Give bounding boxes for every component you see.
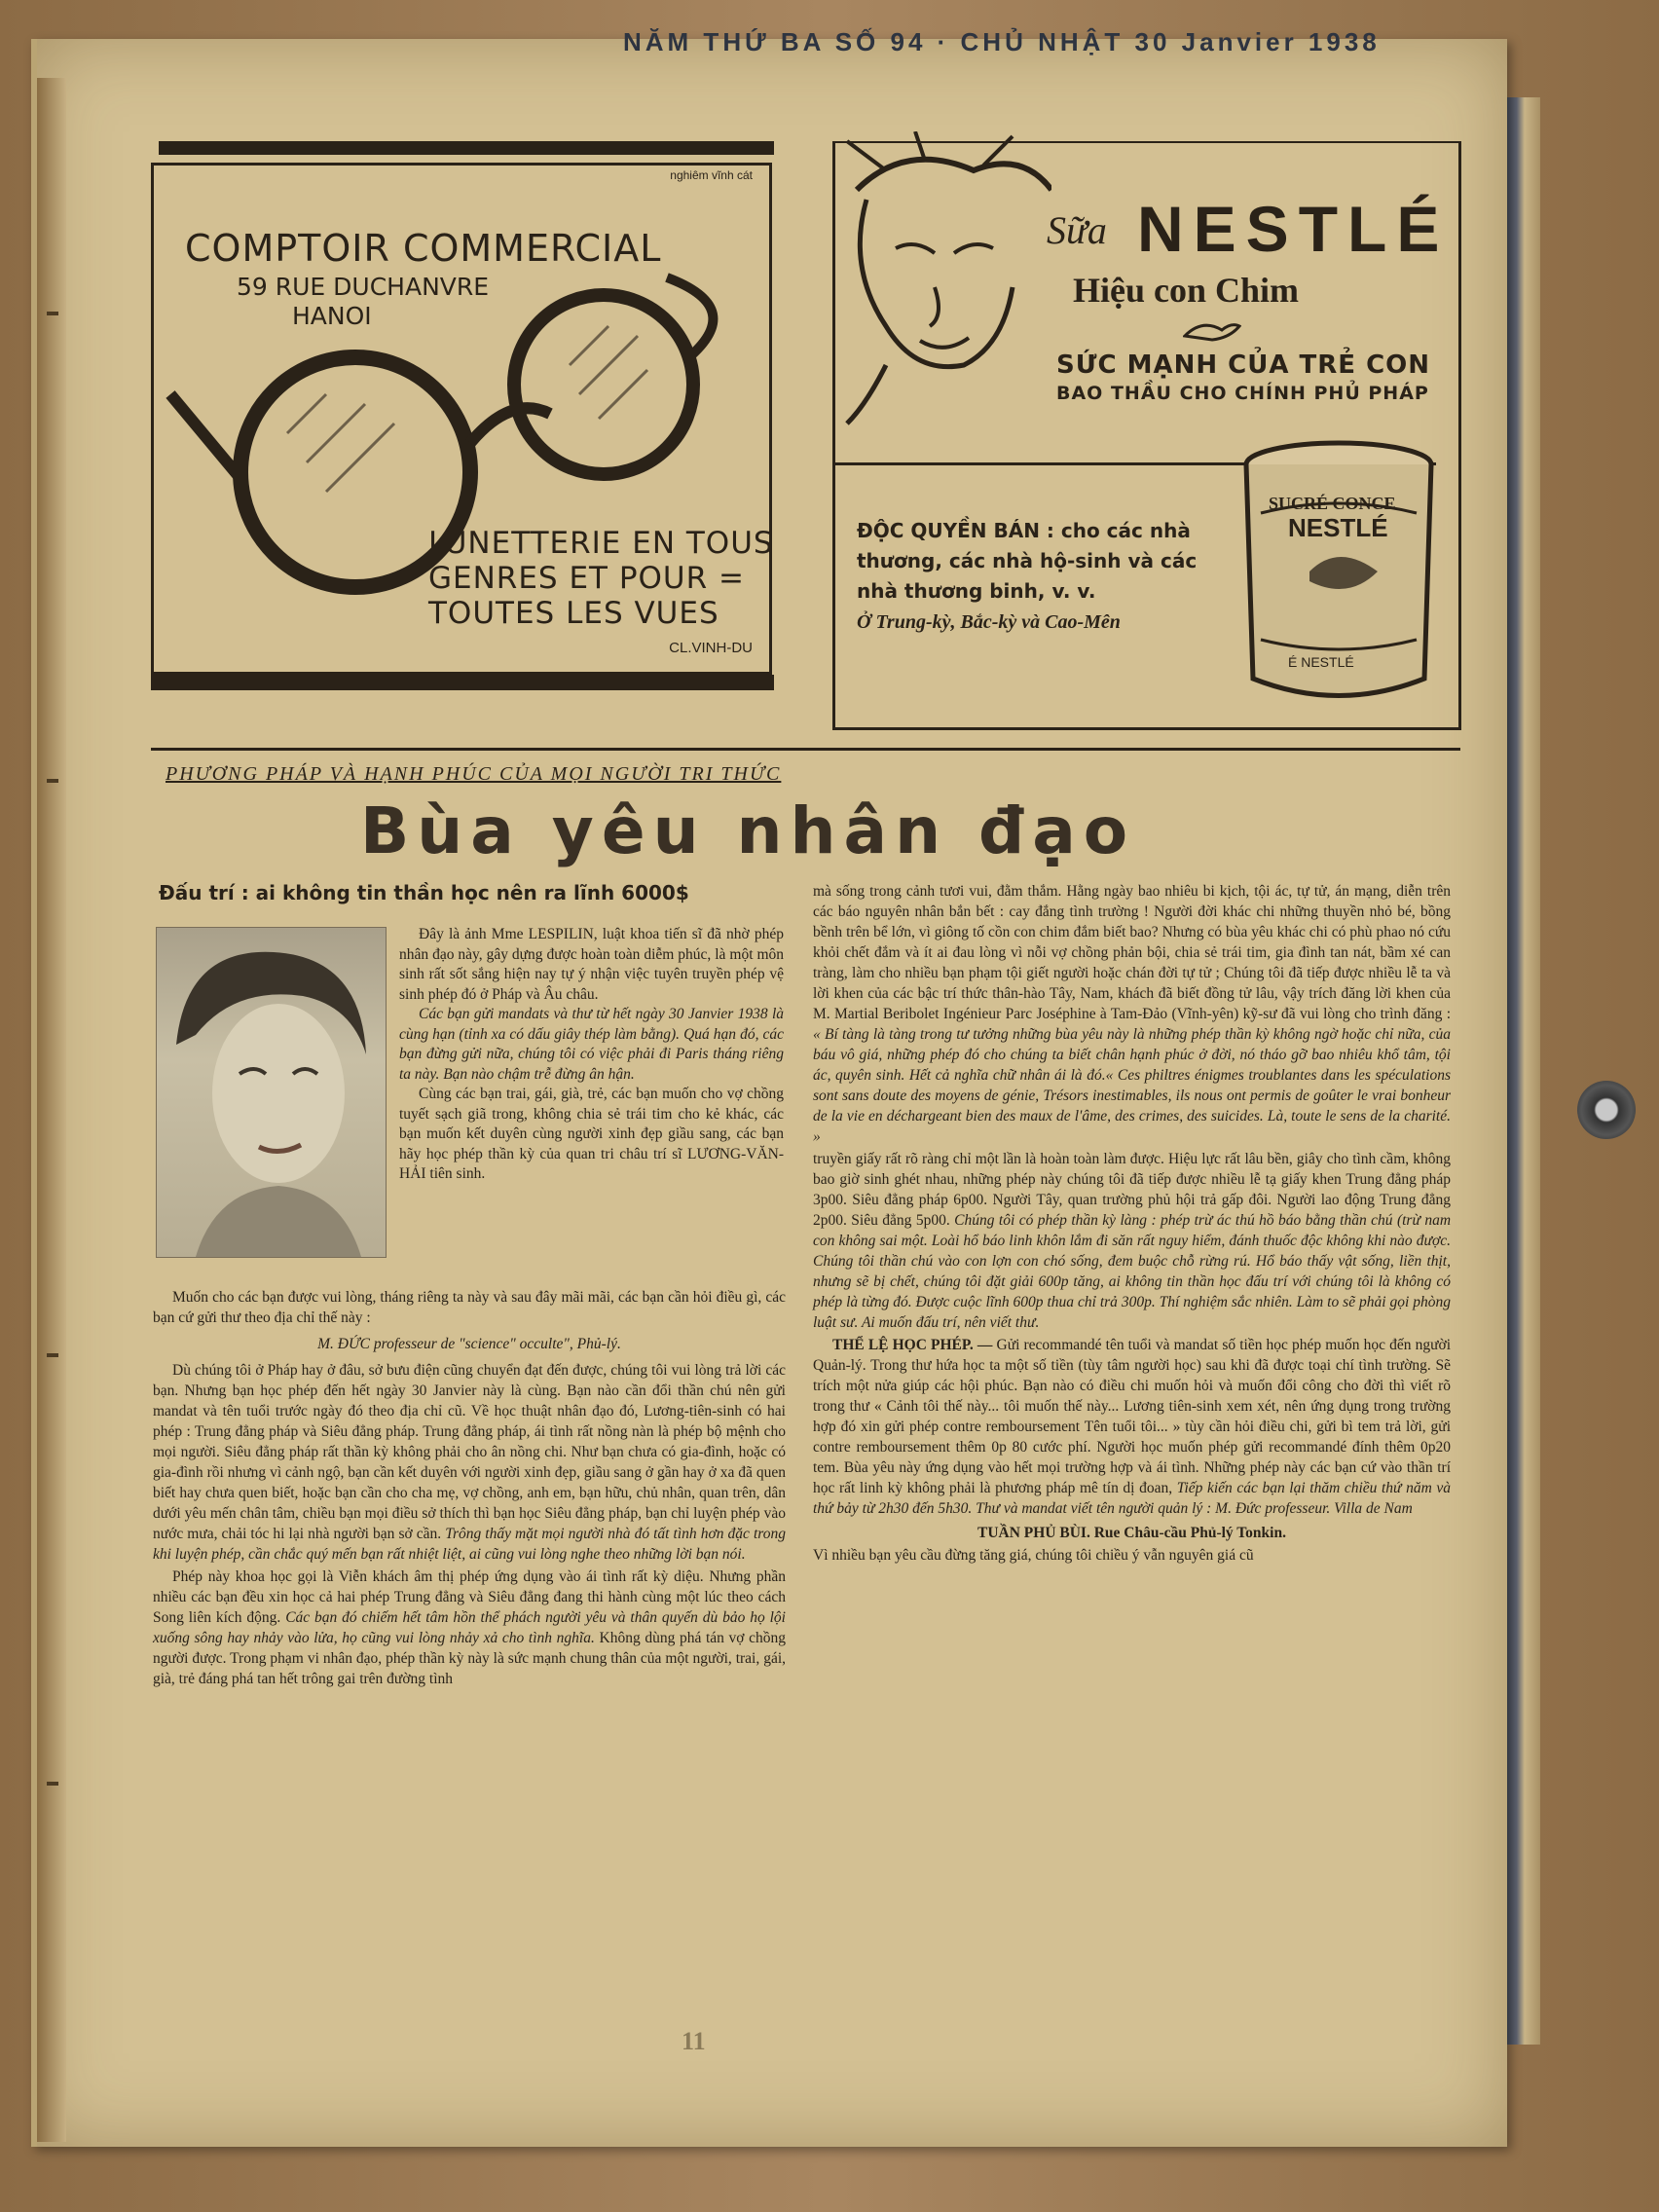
slogan-line: LUNETTERIE EN TOUS — [428, 526, 774, 561]
book-spine — [1501, 97, 1540, 2045]
article-signature: TUẦN PHỦ BÙI. Rue Châu-cầu Phủ-lý Tonkin. — [977, 1525, 1286, 1541]
paragraph-text: Gửi recommandé tên tuổi và mandat số tiền học phép muốn học đến người Quản-lý. Trong thư hứa học ta một số tiền (tùy tâm người học) sau khi đã được toại chí tình trường. Sẽ trích một nửa giúp các hội phúc. Bạn nào có điều chi muốn hỏi và muốn đổi công cho đời thì viết rõ trong thư « Cảnh tôi thế này... tôi muốn thế này... Lương tiên-sinh xem xét, nên ứng dụng trong trường hợp đó xin gửi phép contre remboursement Tên tuổi tôi... » tùy cần hỏi điều chi, gửi bì tem trả lời, gửi contre remboursement thêm 0p 80 cước phí. Người học muốn phép gửi recommandé đính thêm 0p20 tem. Bùa yêu này ứng dụng vào hết mọi trường hợp và ái tình. Những phép này các bạn cứ vào thần trí học rất linh kỳ không phải là phương pháp mê tín dị đoan, — [813, 1337, 1452, 1496]
article-rule — [151, 748, 1460, 751]
binding-stitch — [47, 779, 58, 783]
rules-title: THỂ LỆ HỌC PHÉP. — — [832, 1337, 993, 1353]
comptoir-commercial-ad — [151, 141, 774, 696]
page-number: 11 — [682, 2027, 706, 2055]
binder-knob — [1577, 1081, 1636, 1139]
distribution-places: Ở Trung-kỳ, Bắc-kỳ và Cao-Mên — [857, 611, 1121, 633]
paragraph-italic: « Bí tàng là tàng trong tư tưởng những bùa yêu này là những phép thần kỳ không ngờ hoặc chỉ nữa, của báu vô giá, những phép đó cho chúng ta biết chân hạnh phúc ở đời, nó tháo gỡ bao nhiêu khổ tâm, tội ác, quyên sinh. Hết cả nghĩa chữ nhân ái là đó.« Ces philtres énigmes troublantes dans les spéculations sont sans doute des moyens de génie, Trésors inestimables, ils nous ont permis de goûter le vrai bonheur de la vie en déchargeant bien des maux de l'âme, des crimes, des suicides. Là, toute le sens de la charité. » — [813, 1026, 1451, 1145]
paragraph-text: truyền giấy rất rõ ràng chỉ một lần là hoàn toàn làm được. Hiệu lực rất lâu bền, giây cho tình cầm, không bao giờ sinh ghét nhau, những phép này chúng tôi đã tiếp được nhiều lễ tạ giấy khen Trung đẳng pháp 3p00. Siêu đẳng pháp 6p00. Người Tây, quan trường phủ hội trả gấp đôi. Người lao động Trung đẳng 2p00. Siêu đẳng 5p00. — [813, 1151, 1451, 1229]
child-portrait-illustration — [828, 131, 1051, 433]
paragraph-text: mà sống trong cảnh tươi vui, đằm thắm. Hằng ngày bao nhiêu bi kịch, tội ác, tự tử, án mạng, diễn trên các báo nguyên nhân bắn bết : cay đắng tình trường ! Người đời khác chi những thuyền nhỏ bé, bồng bềnh trên bể lớn, vì giông tố cồn con chim đắm biết bao? Nhưng có bùa yêu khác chi có phù phao nó cứu khỏi chết đắm và ít ai đau lòng vì nỗi vợ chồng phản bội, chia sẻ trái tim, gia đình tan nát, bầm xé can tràng, làm cho nhiều bạn phạm tội giết người hoặc chán đời tự tử ; Chúng tôi đã tiếp được nhiều lễ ta và lời khen của các bậc trí thức thân-hào Tây, Nam, khách đã biết đồng tử lâu, vậy trích đăng lời khen của M. Martial Beribolet Ingénieur Parc Joséphine à Tam-Đảo (Vĩnh-yên) kỹ-sư đã vui lòng cho trình đăng : — [813, 883, 1451, 1022]
bird-logo-icon — [1183, 316, 1241, 352]
intro-paragraph: Đây là ảnh Mme LESPILIN, luật khoa tiến sĩ đã nhờ phép nhân đạo này, gây dựng được hoàn toàn diễm phúc, là một môn sinh rất sốt sắng hiện nay tự ý nhận việc tuyên truyền phép vệ sinh phép đó ở Pháp và Âu châu. — [399, 926, 784, 1003]
paragraph-text: Không dùng phá tán vợ chồng người được. Trong phạm vi nhân đạo, phép thần kỳ này là sức mạnh chung thân của một người, trai, gái, già, trẻ đáng phá tan hết trông gai trên đường tình — [153, 1630, 786, 1687]
article-column-right — [813, 881, 1451, 1567]
intro-paragraph: Cùng các bạn trai, gái, già, trẻ, các bạn muốn cho vợ chồng tuyết sạch giã trong, không chia sẻ trái tim cho kẻ khác, các bạn muốn kết duyên cùng người xinh đẹp giầu sang, các bạn hãy học phép thần kỳ của quan tri châu trí sĩ LƯƠNG-VĂN-HẢI tiên sinh. — [399, 1086, 784, 1182]
paragraph-italic: Tiếp kiến các bạn lại thăm chiều thứ năm và thứ bảy từ 2h30 đến 5h30. Thư và mandat viết tên người quản lý : M. Đức professeur. Villa de Nam — [813, 1480, 1451, 1517]
intro-text — [399, 925, 784, 1185]
contact-address: M. ĐỨC professeur de "science" occulte", Phủ-lý. — [317, 1336, 621, 1352]
article-paragraph — [813, 881, 1451, 1147]
nestle-ad — [828, 131, 1460, 725]
ad-rule — [159, 141, 774, 155]
slogan-line: GENRES ET POUR = — [428, 561, 745, 596]
ad-slogan — [428, 526, 774, 631]
paragraph-text: Dù chúng tôi ở Pháp hay ở đâu, sở bưu điện cũng chuyển đạt đến được, chúng tôi vui lòng trả lời các bạn. Nhưng bạn học phép đến hết ngày 30 Janvier này là cùng. Bạn nào cần đổi thần chú nên gửi mandat và tên tuổi trước ngày đó theo địa chỉ cũ. Về học thuật nhân đạo đó, Lương-tiên-sinh có hai phép : Trung đẳng pháp và Siêu đẳng pháp. Trung đẳng pháp, ái tình rất nồng nàn là phép bộ mệnh cho mọi người. Siêu đẳng pháp rất thần kỳ không phải cho ân nồng chi. Như bạn chưa có gia-đình, hoặc có gia-đình rồi nhưng vì cảnh ngộ, bạn cần kết duyên với người xinh đẹp, giầu sang ở gần hay ở xa đã quen biết hay chưa quen biết, hoặc bạn cần cho cha mẹ, vợ chồng, anh em, bạn hữu, chủ nhân, quan trên, dân dưới yêu mến chân tâm, chiều bạn mọi điều sở thích thì bạn học Siêu đẳng pháp, bạn chỉ luyện phép vào nước mưa, chải tóc hi lại nhà người bạn sở cần. — [153, 1362, 786, 1542]
distribution-text: ĐỘC QUYỀN BÁN : cho các nhà thương, các nhà hộ-sinh và các nhà thương binh, v. v. — [857, 519, 1198, 603]
article-paragraph — [153, 1360, 786, 1565]
nestle-brand: NESTLÉ — [1137, 193, 1450, 265]
article-paragraph — [813, 1335, 1451, 1519]
portrait-photo — [156, 927, 387, 1258]
intro-paragraph: Các bạn gửi mandats và thư từ hết ngày 30 Janvier 1938 là cùng hạn (tỉnh xa có dấu giây thép làm bằng). Quá hạn đó, các bạn đừng gửi nữa, chúng tôi có việc phải đi Paris tháng riêng ta này. Bạn nào chậm trễ đừng ân hận. — [399, 1006, 784, 1083]
binding-stitch — [47, 1782, 58, 1786]
nestle-tagline-sub: BAO THẦU CHO CHÍNH PHỦ PHÁP — [1056, 383, 1429, 404]
page-header: NĂM THỨ BA SỐ 94 · CHỦ NHẬT 30 Janvier 1938 — [623, 27, 1381, 56]
article-headline: Bùa yêu nhân đạo — [360, 793, 1136, 868]
page-binding — [37, 78, 66, 2142]
nestle-subtitle: Hiệu con Chim — [1073, 271, 1300, 310]
article-column-left — [153, 1287, 786, 1691]
ad-city: HANOI — [292, 302, 372, 330]
can-label: É NESTLÉ — [1288, 654, 1354, 670]
can-label: NESTLÉ — [1288, 513, 1388, 542]
ad-signature: CL.VINH-DU — [669, 640, 753, 656]
closing-note: Vì nhiều bạn yêu cầu đừng tăng giá, chúng tôi chiều ý vẫn nguyên giá cũ — [813, 1547, 1254, 1564]
paragraph-italic: Các bạn đó chiếm hết tâm hồn thể phách người yêu và thân quyến dù bảo họ lội xuống sông hay nhảy vào lửa, họ cũng vui lòng nhảy xả cho tình nghĩa. — [153, 1609, 786, 1646]
paragraph-italic: Trông thấy mặt mọi người nhà đó tất tình hơn đặc trong khi luyện phép, cần chắc quý mến bạn rất nhiệt liệt, ai cũng vui lòng nghe theo những lời bạn nói. — [153, 1526, 787, 1563]
ad-company-name: COMPTOIR COMMERCIAL — [185, 227, 662, 270]
article-kicker: PHƯƠNG PHÁP VÀ HẠNH PHÚC CỦA MỌI NGƯỜI TRI THỨC — [166, 763, 782, 785]
nestle-sua: Sữa — [1047, 208, 1107, 252]
article-paragraph — [813, 1149, 1451, 1333]
paragraph-text: Phép này khoa học gọi là Viễn khách âm thị phép ứng dụng vào ái tình rất kỳ diệu. Nhưng phần nhiều các bạn đều xin học cả hai phép Trung đẳng và Siêu đẳng đang thi hành cùng một lúc theo cách Song liên kích động. — [153, 1568, 786, 1626]
article-paragraph: Muốn cho các bạn được vui lòng, tháng riêng ta này và sau đây mãi mãi, các bạn cần hỏi điều gì, các bạn cứ gửi thư theo địa chỉ thế này : — [153, 1289, 786, 1326]
article-paragraph — [153, 1567, 786, 1689]
ad-rule — [151, 675, 774, 690]
binding-stitch — [47, 312, 58, 315]
ad-artist-credit: nghiêm vĩnh cát — [670, 168, 753, 182]
woman-portrait-image — [157, 928, 386, 1257]
binding-stitch — [47, 1353, 58, 1357]
nestle-tagline: SỨC MẠNH CỦA TRẺ CON — [1056, 350, 1431, 380]
ad-street: 59 RUE DUCHANVRE — [237, 273, 490, 301]
paragraph-italic: Chúng tôi có phép thần kỳ làng : phép trừ ác thú hồ báo bằng thần chú (trừ nam con không sai một. Loài hổ báo linh khôn lắm đi săn rất nguy hiểm, đánh thuốc độc không khi nào được. Chúng tôi thần chú vào con lợn con chó sống, đem buộc chỗ rừng rú. Hổ báo thấy vật sống, liền thịt, nhưng sẽ bị chết, chúng tôi đặt giải 600p tăng, ai không tin thần học đấu trí với chúng tôi là không có phép là từng đó. Được cuộc lĩnh 600p thua chỉ trả 300p. Thí nghiệm sắc nhiên. Làm to sẽ phải gọi phòng luật sư. Ai muốn đấu trí, nên viết thư. — [813, 1212, 1452, 1331]
can-label: SUCRÉ CONCE — [1269, 494, 1396, 513]
article-lead: Đấu trí : ai không tin thần học nên ra lĩnh 6000$ — [159, 881, 689, 904]
nestle-distribution — [857, 516, 1207, 638]
slogan-line: TOUTES LES VUES — [428, 596, 719, 631]
milk-can-illustration — [1232, 435, 1446, 718]
